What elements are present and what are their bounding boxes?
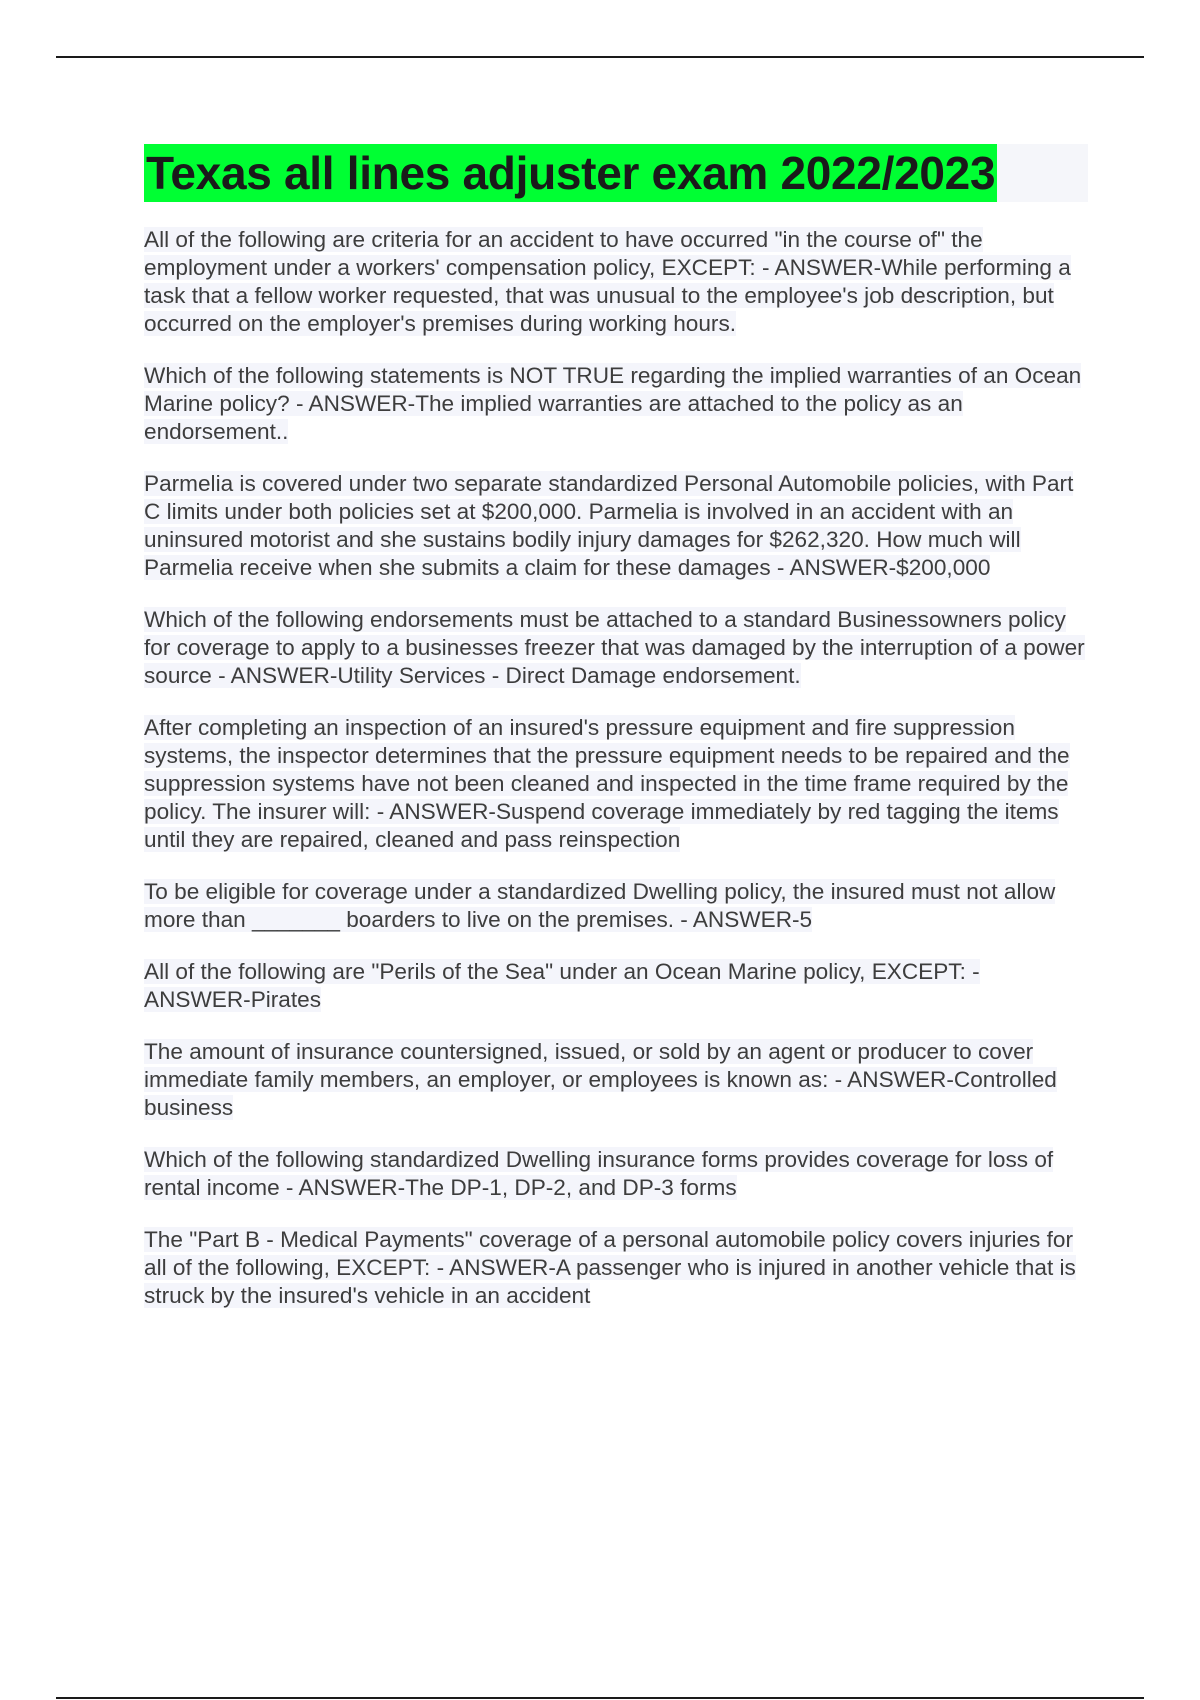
qa-item-7 xyxy=(144,958,1088,1014)
qa-item-6 xyxy=(144,878,1088,934)
top-rule xyxy=(56,56,1144,58)
qa-item-5 xyxy=(144,714,1088,854)
title-block xyxy=(144,144,1088,202)
qa-text: All of the following are criteria for an accident to have occurred "in the course of" the employment under a workers' compensation policy, EXCEPT: - ANSWER-While performing a task that a fellow worker requested, that was unusual to the employee's job description, but occurred on the employer's premises during working hours. xyxy=(144,227,1071,336)
qa-text: The "Part B - Medical Payments" coverage of a personal automobile policy covers injuries for all of the following, EXCEPT: - ANSWER-A passenger who is injured in another vehicle that is struck by the insured's vehicle in an accident xyxy=(144,1227,1076,1308)
qa-item-10 xyxy=(144,1226,1088,1310)
qa-item-9 xyxy=(144,1146,1088,1202)
qa-text: Which of the following standardized Dwelling insurance forms provides coverage for loss of rental income - ANSWER-The DP-1, DP-2, and DP-3 forms xyxy=(144,1147,1054,1200)
qa-item-8 xyxy=(144,1038,1088,1122)
qa-text: The amount of insurance countersigned, issued, or sold by an agent or producer to cover immediate family members, an employer, or employees is known as: - ANSWER-Controlled business xyxy=(144,1039,1057,1120)
qa-text: Which of the following endorsements must be attached to a standard Businessowners policy for coverage to apply to a businesses freezer that was damaged by the interruption of a power source - ANSWER-Utility Services - Direct Damage endorsement. xyxy=(144,607,1085,688)
qa-item-4 xyxy=(144,606,1088,690)
qa-text: Which of the following statements is NOT TRUE regarding the implied warranties of an Ocean Marine policy? - ANSWER-The implied warranties are attached to the policy as an endorsement.. xyxy=(144,363,1082,444)
qa-text: All of the following are "Perils of the Sea" under an Ocean Marine policy, EXCEPT: - ANSWER-Pirates xyxy=(144,959,980,1012)
bottom-rule xyxy=(56,1697,1144,1699)
document-title: Texas all lines adjuster exam 2022/2023 xyxy=(144,144,997,202)
document-body xyxy=(144,144,1088,1334)
qa-item-3 xyxy=(144,470,1088,582)
qa-text: Parmelia is covered under two separate standardized Personal Automobile policies, with Part C limits under both policies set at $200,000. Parmelia is involved in an accident with an uninsured motorist and she sustains bodily injury damages for $262,320. How much will Parmelia receive when she submits a claim for these damages - ANSWER-$200,000 xyxy=(144,471,1074,580)
qa-text: After completing an inspection of an insured's pressure equipment and fire suppression systems, the inspector determines that the pressure equipment needs to be repaired and the suppression systems have not been cleaned and inspected in the time frame required by the policy. The insurer will: - ANSWER-Suspend coverage immediately by red tagging the items until they are repaired, cleaned and pass reinspection xyxy=(144,715,1070,852)
qa-item-1 xyxy=(144,226,1088,338)
qa-item-2 xyxy=(144,362,1088,446)
qa-text: To be eligible for coverage under a standardized Dwelling policy, the insured must not allow more than _______ boarders to live on the premises. - ANSWER-5 xyxy=(144,879,1056,932)
